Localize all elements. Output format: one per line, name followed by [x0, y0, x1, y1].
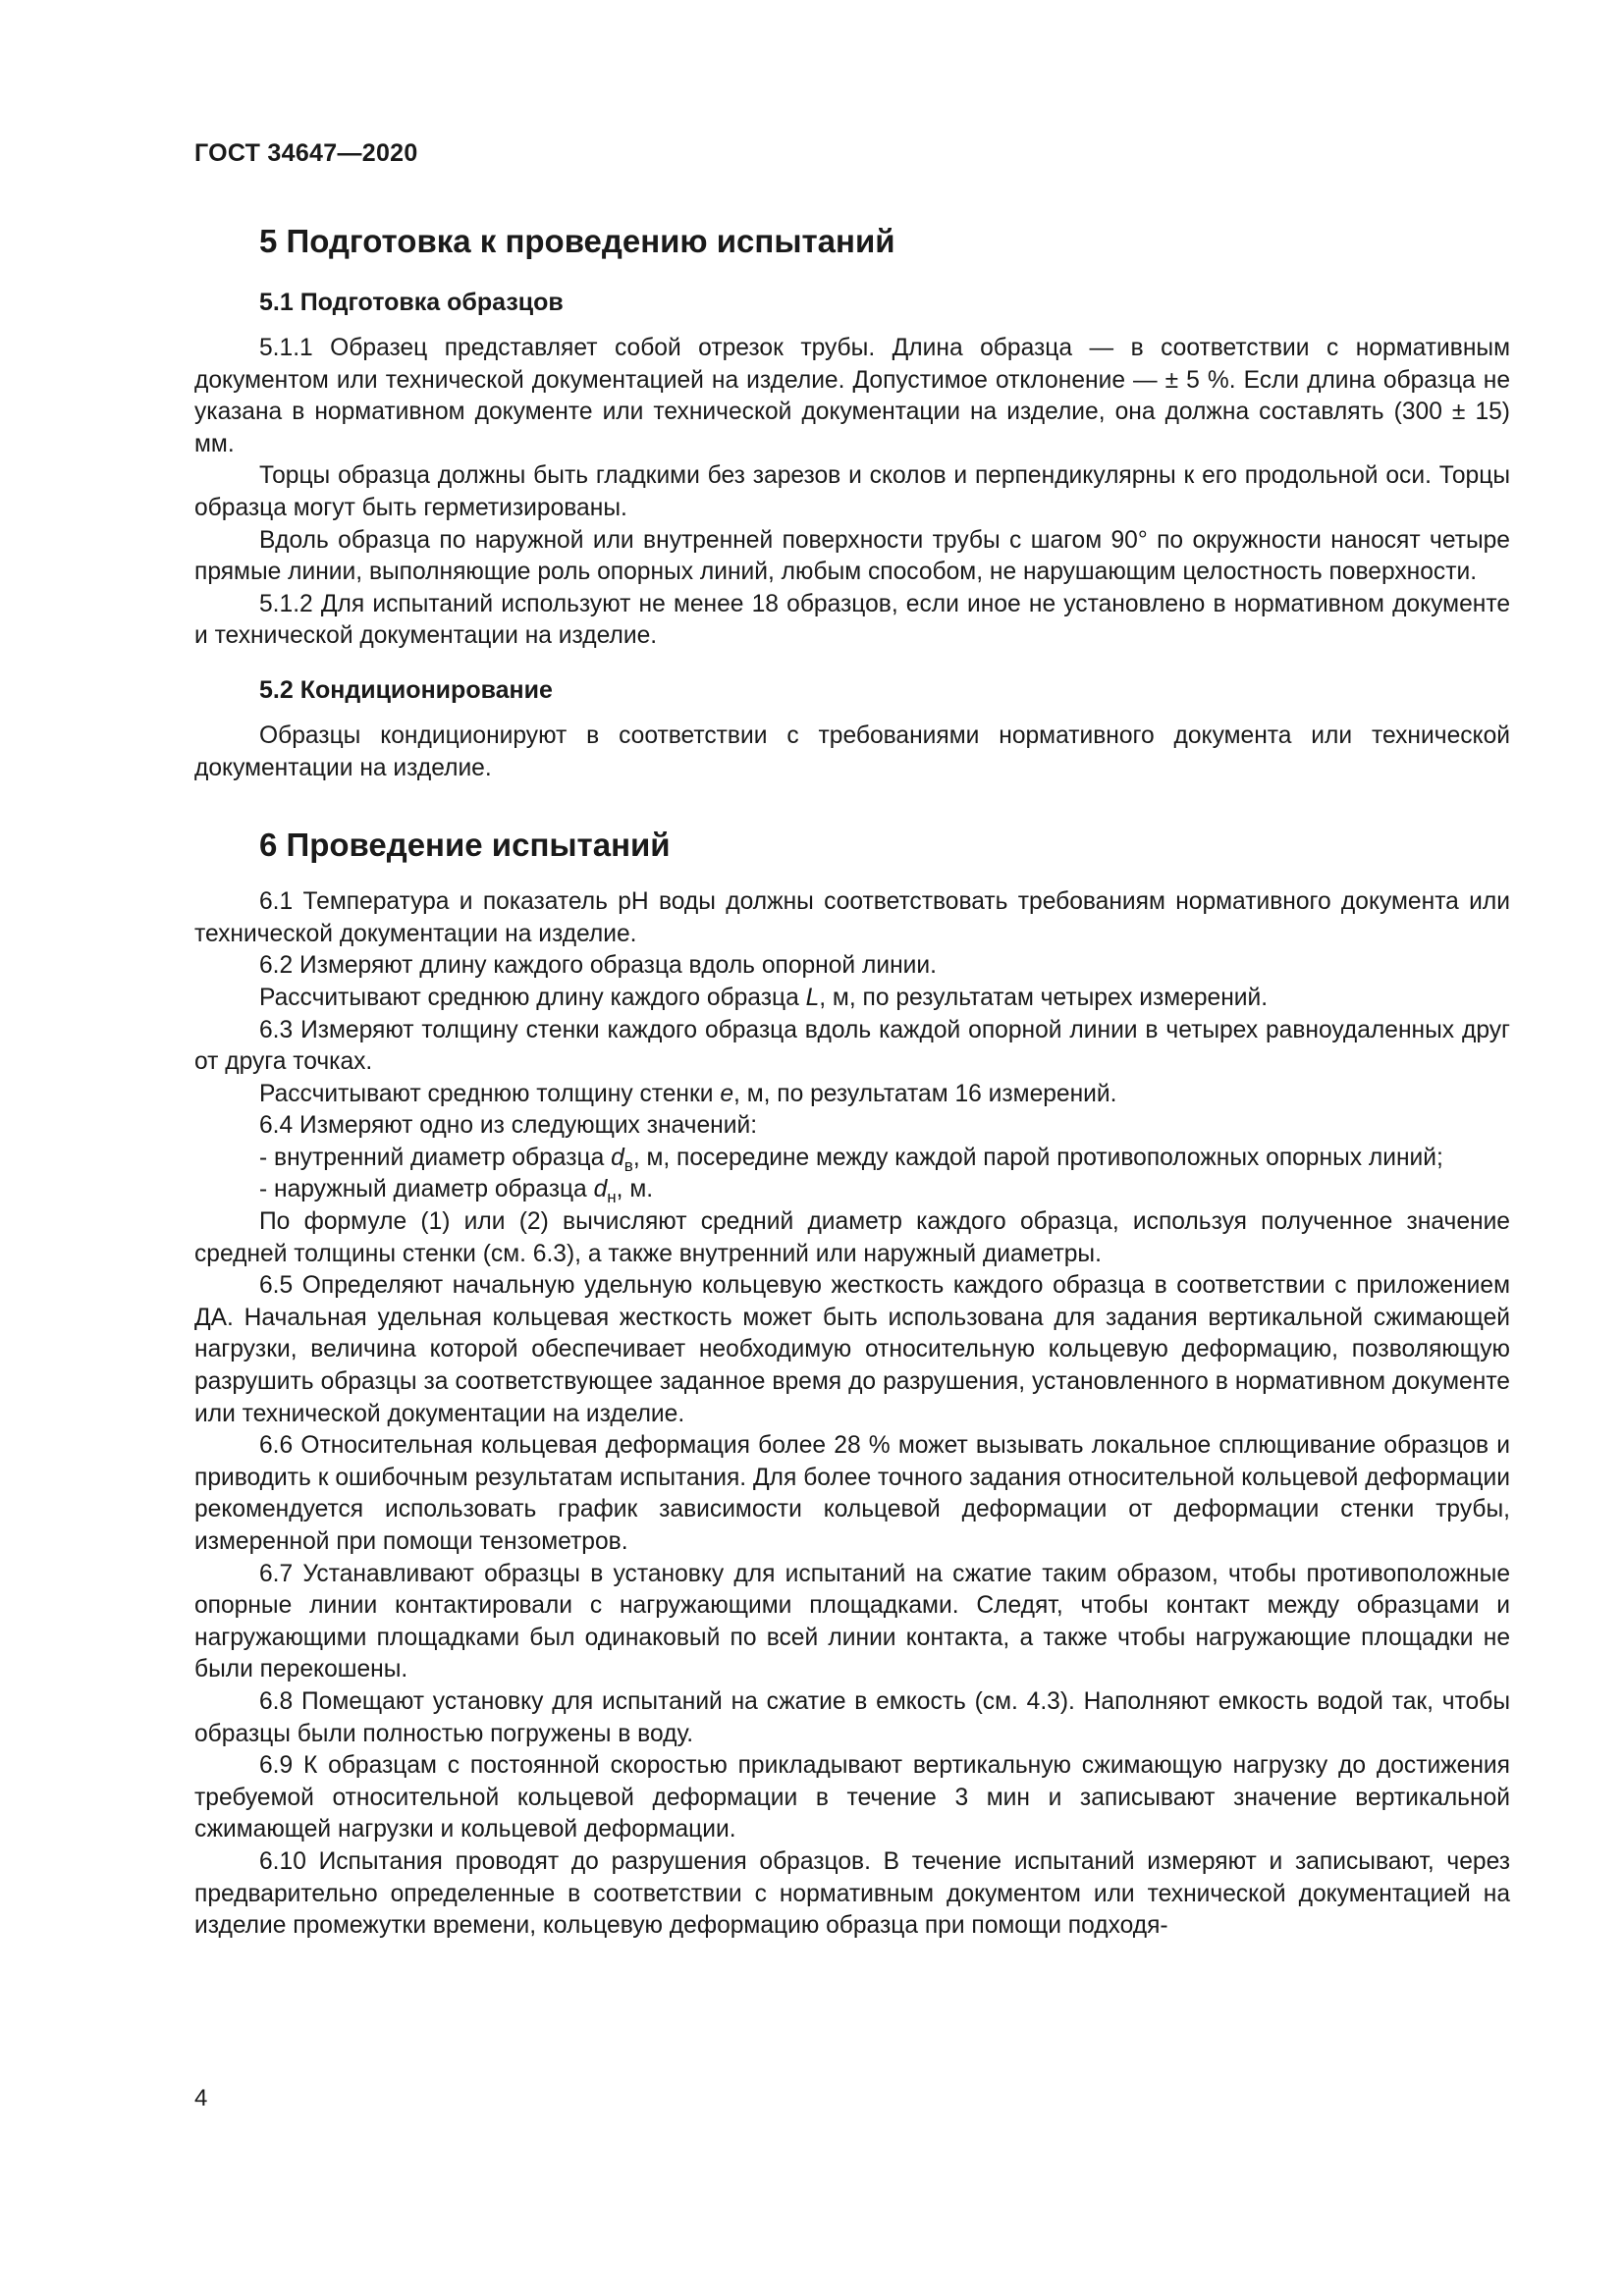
paragraph-6-6: 6.6 Относительная кольцевая деформация более 28 % может вызывать локальное сплющивание образцов и приводить к ошибочным результатам испытания. Для более точного задания относительной кольцевой деформации рекомендуется использовать график зависимости кольцевой деформации от деформации стенки трубы, измеренной при помощи тензометров.	[194, 1432, 1510, 1555]
document-page	[194, 137, 1510, 1943]
paragraph-6-10: 6.10 Испытания проводят до разрушения образцов. В течение испытаний измеряют и записывают, через предварительно определенные в соответствии с нормативным документом или технической документацией на изделие промежутки времени, кольцевую деформацию образца при помощи подходя-	[194, 1847, 1510, 1940]
paragraph-5-1-1: 5.1.1 Образец представляет собой отрезок трубы. Длина образца — в соответствии с нормативным документом или технической документацией на изделие. Допустимое отклонение — ± 5 %. Если длина образца не указана в нормативном документе или технической документации на изделие, она должна составлять (300 ± 15) мм.	[194, 335, 1510, 457]
paragraph-5-2: Образцы кондиционируют в соответствии с требованиями нормативного документа или технической документации на изделие.	[194, 721, 1510, 781]
paragraph-6-3: 6.3 Измеряют толщину стенки каждого образца вдоль каждой опорной линии в четырех равноудаленных друг от друга точках.	[194, 1016, 1510, 1076]
paragraph-5-1-2: 5.1.2 Для испытаний используют не менее 18 образцов, если иное не установлено в нормативном документе и технической документации на изделие.	[194, 590, 1510, 650]
paragraph-6-9: 6.9 К образцам с постоянной скоростью прикладывают вертикальную сжимающую нагрузку до достижения требуемой относительной кольцевой деформации в течение 3 мин и записывают значение вертикальной сжимающей нагрузки и кольцевой деформации.	[194, 1752, 1510, 1843]
paragraph-5-1-1-lines: Вдоль образца по наружной или внутренней поверхности трубы с шагом 90° по окружности наносят четыре прямые линии, выполняющие роль опорных линий, любым способом, не нарушающим целостность поверхности.	[194, 526, 1510, 586]
page-number: 4	[194, 2085, 208, 2111]
symbol-length: L	[805, 984, 820, 1011]
section-6-title: 6 Проведение испытаний	[259, 827, 671, 864]
paragraph-6-7: 6.7 Устанавливают образцы в установку для испытаний на сжатие таким образом, чтобы противоположные опорные линии контактировали с нагружающими площадками. Следят, чтобы контакт между образцами и нагружающими площадками был одинаковый по всей линии контакта, а также чтобы нагружающие площадки не были перекошены.	[194, 1560, 1510, 1683]
document-code-header: ГОСТ 34647—2020	[194, 139, 418, 167]
list-item-outer-diameter: - наружный диаметр образца $d_н$, м.	[259, 1176, 654, 1207]
section-5-title: 5 Подготовка к проведению испытаний	[259, 223, 895, 259]
symbol-diameter: d	[611, 1144, 624, 1171]
subsection-5-1-title: 5.1 Подготовка образцов	[259, 289, 564, 316]
subsection-5-2-title: 5.2 Кондиционирование	[259, 675, 553, 704]
paragraph-6-3-thickness: Рассчитывают среднюю толщину стенки e, м, по результатам 16 измерений.	[259, 1080, 1117, 1107]
paragraph-6-4: 6.4 Измеряют одно из следующих значений:	[259, 1112, 758, 1140]
paragraph-5-1-1-ends: Торцы образца должны быть гладкими без зарезов и сколов и перпендикулярны к его продольной оси. Торцы образца могут быть герметизированы.	[194, 462, 1510, 521]
symbol-diameter: d	[593, 1176, 608, 1203]
symbol-thickness: e	[720, 1080, 734, 1107]
paragraph-6-1: 6.1 Температура и показатель pH воды должны соответствовать требованиям нормативного документа или технической документации на изделие.	[194, 888, 1510, 947]
paragraph-6-2: 6.2 Измеряют длину каждого образца вдоль опорной линии.	[259, 952, 937, 980]
paragraph-6-4-formula: По формуле (1) или (2) вычисляют средний диаметр каждого образца, используя полученное значение средней толщины стенки (см. 6.3), а также внутренний или наружный диаметры.	[194, 1208, 1510, 1267]
paragraph-6-2-length: Рассчитывают среднюю длину каждого образца L, м, по результатам четырех измерений.	[259, 984, 1269, 1011]
paragraph-6-8: 6.8 Помещают установку для испытаний на сжатие в емкость (см. 4.3). Наполняют емкость водой так, чтобы образцы были полностью погружены в воду.	[194, 1687, 1510, 1747]
list-item-inner-diameter: - внутренний диаметр образца $d_в$, м, посередине между каждой парой противоположных опорных линий;	[259, 1144, 1443, 1175]
paragraph-6-5: 6.5 Определяют начальную удельную кольцевую жесткость каждого образца в соответствии с приложением ДА. Начальная удельная кольцевая жесткость может быть использована для задания вертикальной сжимающей нагрузки, величина которой обеспечивает необходимую относительную кольцевую деформацию, позволяющую разрушить образцы за соответствующее заданное время до разрушения, установленного в нормативном документе или технической документации на изделие.	[194, 1272, 1510, 1427]
